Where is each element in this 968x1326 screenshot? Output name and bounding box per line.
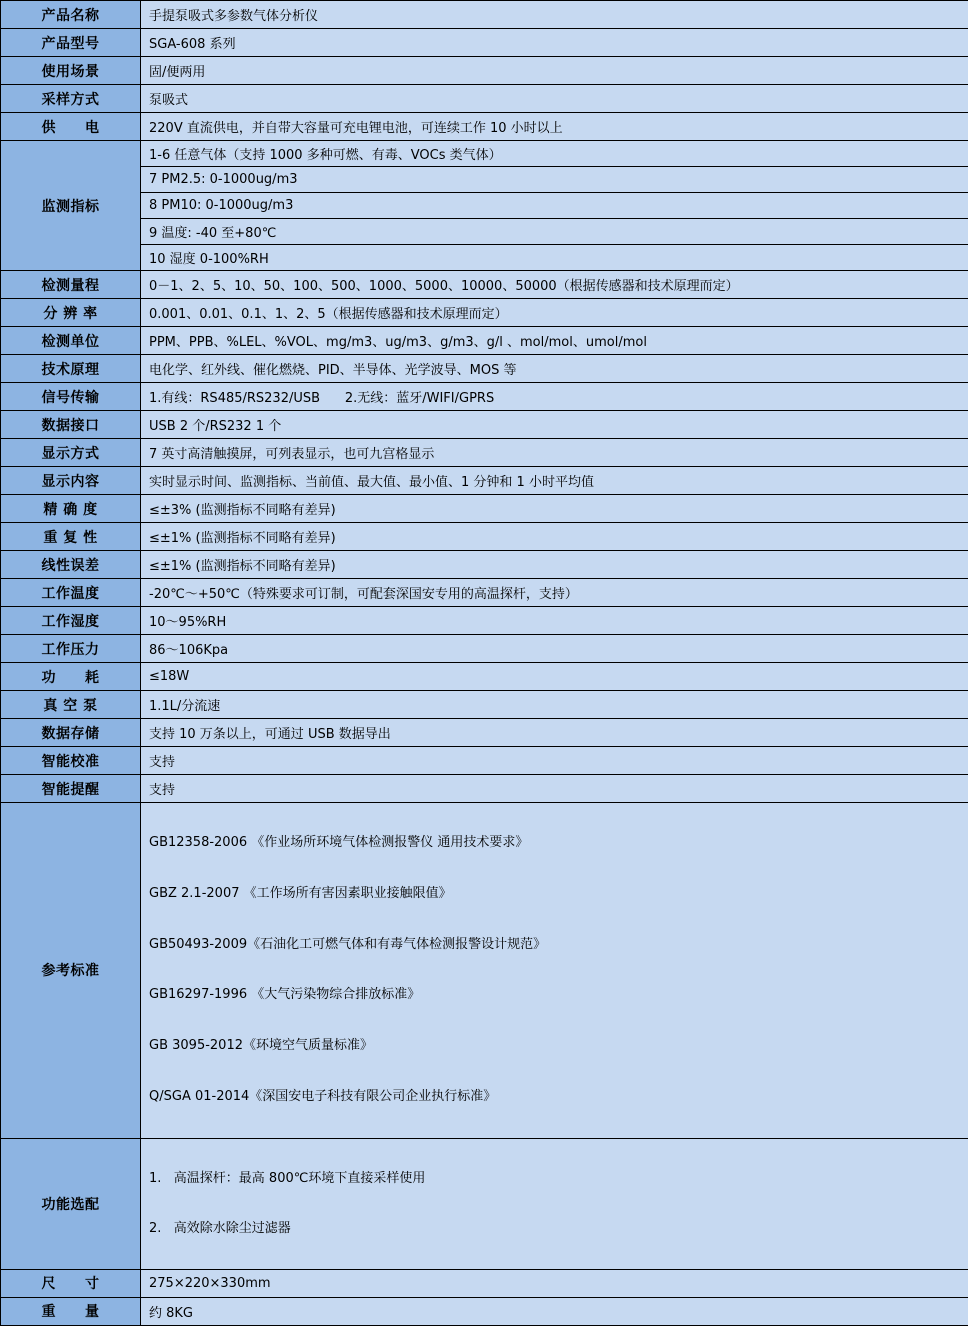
row-value-display-content: 实时显示时间、监测指标、当前值、最大值、最小值、1 分钟和 1 小时平均值 (141, 467, 968, 495)
table-row (1, 635, 968, 663)
row-value-data-storage: 支持 10 万条以上，可通过 USB 数据导出 (141, 719, 968, 747)
row-value-smart-calibration: 支持 (141, 747, 968, 775)
row-label-working-pressure: 工作压力 (1, 635, 141, 663)
optional-feature-line: 1. 高温探杆：最高 800℃环境下直接采样使用 (149, 1169, 964, 1189)
table-row (1, 523, 968, 551)
table-row (1, 775, 968, 803)
table-row (1, 57, 968, 85)
row-label-detection-unit: 检测单位 (1, 327, 141, 355)
row-label-power-consumption: 功 耗 (1, 663, 141, 691)
table-row (1, 1138, 968, 1269)
table-row (1, 747, 968, 775)
row-label-repeatability: 重 复 性 (1, 523, 141, 551)
row-value-monitor-indicator-1: 1-6 任意气体（支持 1000 多种可燃、有毒、VOCs 类气体） (141, 141, 968, 167)
row-label-technology-principle: 技术原理 (1, 355, 141, 383)
table-row (1, 271, 968, 299)
row-value-working-humidity: 10～95%RH (141, 607, 968, 635)
table-row (1, 467, 968, 495)
table-row (1, 411, 968, 439)
row-label-detection-range: 检测量程 (1, 271, 141, 299)
row-value-monitor-indicator-3: 8 PM10: 0-1000ug/m3 (141, 193, 968, 219)
table-row (1, 439, 968, 467)
table-row (1, 1297, 968, 1325)
row-label-vacuum-pump: 真 空 泵 (1, 691, 141, 719)
reference-standard-line: GB12358-2006 《作业场所环境气体检测报警仪 通用技术要求》 (149, 833, 964, 854)
row-label-working-humidity: 工作湿度 (1, 607, 141, 635)
row-value-product-model: SGA-608 系列 (141, 29, 968, 57)
table-row (1, 691, 968, 719)
row-value-vacuum-pump: 1.1L/分流速 (141, 691, 968, 719)
row-value-sampling-method: 泵吸式 (141, 85, 968, 113)
table-row (1, 1, 968, 29)
row-value-detection-range: 0－1、2、5、10、50、100、500、1000、5000、10000、50000（根据传感器和技术原理而定） (141, 271, 968, 299)
table-row (1, 245, 968, 271)
table-row (1, 141, 968, 167)
row-label-product-name: 产品名称 (1, 1, 141, 29)
row-label-power-supply: 供 电 (1, 113, 141, 141)
row-value-linearity-error: ≤±1% (监测指标不同略有差异) (141, 551, 968, 579)
table-row (1, 383, 968, 411)
row-label-linearity-error: 线性误差 (1, 551, 141, 579)
reference-standard-line: GBZ 2.1-2007 《工作场所有害因素职业接触限值》 (149, 884, 964, 905)
row-value-product-name: 手提泵吸式多参数气体分析仪 (141, 1, 968, 29)
row-value-power-supply: 220V 直流供电，并自带大容量可充电锂电池，可连续工作 10 小时以上 (141, 113, 968, 141)
table-row (1, 29, 968, 57)
optional-feature-line: 2. 高效除水除尘过滤器 (149, 1219, 964, 1239)
table-row (1, 495, 968, 523)
row-value-dimensions: 275×220×330mm (141, 1269, 968, 1297)
table-row (1, 719, 968, 747)
row-label-smart-calibration: 智能校准 (1, 747, 141, 775)
row-value-accuracy: ≤±3% (监测指标不同略有差异) (141, 495, 968, 523)
row-value-usage-scene: 固/便两用 (141, 57, 968, 85)
row-value-monitor-indicator-5: 10 湿度 0-100%RH (141, 245, 968, 271)
row-label-data-interface: 数据接口 (1, 411, 141, 439)
table-row (1, 803, 968, 1139)
row-label-reference-standards: 参考标准 (1, 803, 141, 1139)
row-label-display-mode: 显示方式 (1, 439, 141, 467)
row-label-smart-reminder: 智能提醒 (1, 775, 141, 803)
table-row (1, 299, 968, 327)
row-label-product-model: 产品型号 (1, 29, 141, 57)
row-label-optional-features: 功能选配 (1, 1138, 141, 1269)
row-value-repeatability: ≤±1% (监测指标不同略有差异) (141, 523, 968, 551)
table-row (1, 551, 968, 579)
row-label-sampling-method: 采样方式 (1, 85, 141, 113)
row-label-resolution: 分 辨 率 (1, 299, 141, 327)
table-row (1, 355, 968, 383)
table-row (1, 663, 968, 691)
row-value-optional-features (141, 1138, 968, 1269)
table-row (1, 579, 968, 607)
table-row (1, 219, 968, 245)
table-row (1, 167, 968, 193)
row-value-data-interface: USB 2 个/RS232 1 个 (141, 411, 968, 439)
row-label-dimensions: 尺 寸 (1, 1269, 141, 1297)
row-label-weight: 重 量 (1, 1297, 141, 1325)
row-value-monitor-indicator-4: 9 温度: -40 至+80℃ (141, 219, 968, 245)
row-label-accuracy: 精 确 度 (1, 495, 141, 523)
row-value-resolution: 0.001、0.01、0.1、1、2、5（根据传感器和技术原理而定） (141, 299, 968, 327)
reference-standard-line: GB 3095-2012《环境空气质量标准》 (149, 1036, 964, 1057)
row-label-data-storage: 数据存储 (1, 719, 141, 747)
table-row (1, 193, 968, 219)
reference-standard-line: GB16297-1996 《大气污染物综合排放标准》 (149, 985, 964, 1006)
row-label-monitor-indicators: 监测指标 (1, 141, 141, 271)
table-row (1, 1269, 968, 1297)
row-value-detection-unit: PPM、PPB、%LEL、%VOL、mg/m3、ug/m3、g/m3、g/l 、mol/mol、umol/mol (141, 327, 968, 355)
row-label-working-temperature: 工作温度 (1, 579, 141, 607)
row-value-signal-transmission: 1.有线：RS485/RS232/USB 2.无线：蓝牙/WIFI/GPRS (141, 383, 968, 411)
row-label-usage-scene: 使用场景 (1, 57, 141, 85)
table-row (1, 85, 968, 113)
row-value-power-consumption: ≤18W (141, 663, 968, 691)
row-value-technology-principle: 电化学、红外线、催化燃烧、PID、半导体、光学波导、MOS 等 (141, 355, 968, 383)
row-value-display-mode: 7 英寸高清触摸屏，可列表显示，也可九宫格显示 (141, 439, 968, 467)
row-value-working-pressure: 86～106Kpa (141, 635, 968, 663)
reference-standard-line: Q/SGA 01-2014《深国安电子科技有限公司企业执行标准》 (149, 1087, 964, 1108)
table-row (1, 607, 968, 635)
row-value-weight: 约 8KG (141, 1297, 968, 1325)
row-value-monitor-indicator-2: 7 PM2.5: 0-1000ug/m3 (141, 167, 968, 193)
row-value-smart-reminder: 支持 (141, 775, 968, 803)
row-value-reference-standards (141, 803, 968, 1139)
row-value-working-temperature: -20℃～+50℃（特殊要求可订制，可配套深国安专用的高温探杆，支持） (141, 579, 968, 607)
row-label-display-content: 显示内容 (1, 467, 141, 495)
row-label-signal-transmission: 信号传输 (1, 383, 141, 411)
table-row (1, 327, 968, 355)
table-row (1, 113, 968, 141)
reference-standard-line: GB50493-2009《石油化工可燃气体和有毒气体检测报警设计规范》 (149, 935, 964, 956)
